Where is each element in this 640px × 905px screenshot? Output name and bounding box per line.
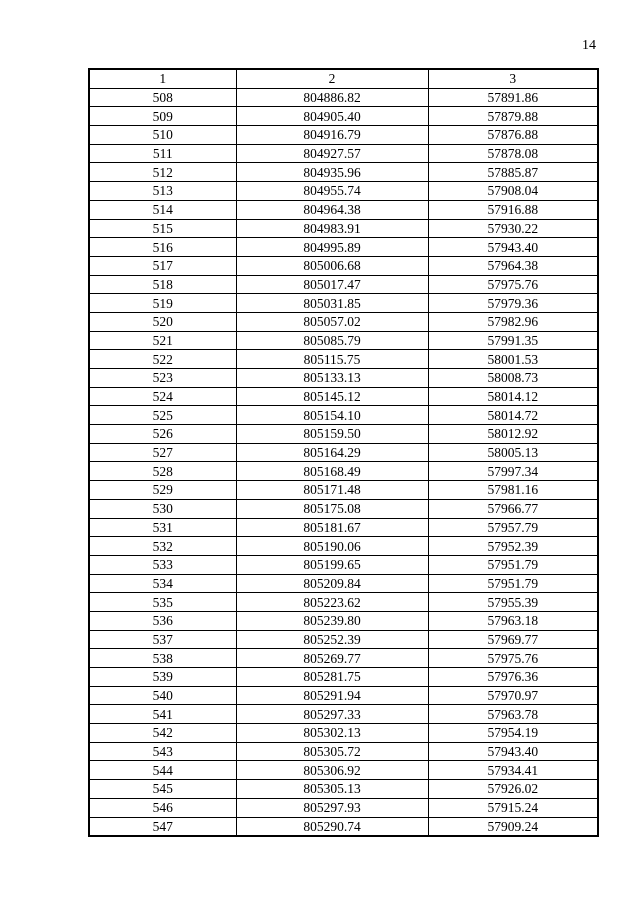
point-number-cell: 538 [89,649,236,668]
point-number-cell: 515 [89,219,236,238]
y-coordinate-cell: 57979.36 [428,294,598,313]
x-coordinate-cell: 805297.93 [236,798,428,817]
point-number-cell: 523 [89,369,236,388]
y-coordinate-cell: 58005.13 [428,443,598,462]
x-coordinate-cell: 805115.75 [236,350,428,369]
x-coordinate-cell: 805190.06 [236,537,428,556]
table-row [89,705,598,724]
table-row [89,686,598,705]
x-coordinate-cell: 805164.29 [236,443,428,462]
table-row [89,126,598,145]
x-coordinate-cell: 805306.92 [236,761,428,780]
point-number-cell: 533 [89,555,236,574]
point-number-cell: 534 [89,574,236,593]
column-header: 3 [428,69,598,88]
table-row [89,200,598,219]
y-coordinate-cell: 57916.88 [428,200,598,219]
table-row [89,574,598,593]
x-coordinate-cell: 805017.47 [236,275,428,294]
coordinates-table [88,68,599,837]
y-coordinate-cell: 57982.96 [428,312,598,331]
point-number-cell: 531 [89,518,236,537]
table-row [89,238,598,257]
table-row [89,425,598,444]
y-coordinate-cell: 57891.86 [428,88,598,107]
table-row [89,798,598,817]
y-coordinate-cell: 57975.76 [428,649,598,668]
x-coordinate-cell: 805302.13 [236,724,428,743]
y-coordinate-cell: 57991.35 [428,331,598,350]
x-coordinate-cell: 805209.84 [236,574,428,593]
table-header [89,69,598,88]
point-number-cell: 527 [89,443,236,462]
point-number-cell: 521 [89,331,236,350]
point-number-cell: 529 [89,481,236,500]
point-number-cell: 539 [89,668,236,687]
table-row [89,649,598,668]
point-number-cell: 514 [89,200,236,219]
point-number-cell: 546 [89,798,236,817]
column-header: 2 [236,69,428,88]
y-coordinate-cell: 57975.76 [428,275,598,294]
table-row [89,387,598,406]
y-coordinate-cell: 57930.22 [428,219,598,238]
y-coordinate-cell: 57943.40 [428,742,598,761]
y-coordinate-cell: 57997.34 [428,462,598,481]
table-row [89,256,598,275]
x-coordinate-cell: 805269.77 [236,649,428,668]
table-row [89,163,598,182]
table-row [89,780,598,799]
point-number-cell: 545 [89,780,236,799]
table-row [89,817,598,836]
point-number-cell: 536 [89,611,236,630]
x-coordinate-cell: 804955.74 [236,182,428,201]
point-number-cell: 526 [89,425,236,444]
y-coordinate-cell: 57957.79 [428,518,598,537]
table-row [89,107,598,126]
x-coordinate-cell: 805085.79 [236,331,428,350]
x-coordinate-cell: 805133.13 [236,369,428,388]
table-row [89,312,598,331]
x-coordinate-cell: 805171.48 [236,481,428,500]
page-number: 14 [582,38,596,53]
point-number-cell: 542 [89,724,236,743]
y-coordinate-cell: 57966.77 [428,499,598,518]
point-number-cell: 520 [89,312,236,331]
x-coordinate-cell: 805145.12 [236,387,428,406]
x-coordinate-cell: 805006.68 [236,256,428,275]
point-number-cell: 510 [89,126,236,145]
point-number-cell: 524 [89,387,236,406]
x-coordinate-cell: 805252.39 [236,630,428,649]
table-row [89,144,598,163]
x-coordinate-cell: 805281.75 [236,668,428,687]
table-body [89,88,598,836]
table-row [89,443,598,462]
point-number-cell: 517 [89,256,236,275]
y-coordinate-cell: 57964.38 [428,256,598,275]
x-coordinate-cell: 804983.91 [236,219,428,238]
y-coordinate-cell: 57934.41 [428,761,598,780]
table-row [89,593,598,612]
x-coordinate-cell: 805239.80 [236,611,428,630]
header-row [89,69,598,88]
table-row [89,481,598,500]
x-coordinate-cell: 805154.10 [236,406,428,425]
x-coordinate-cell: 805031.85 [236,294,428,313]
point-number-cell: 519 [89,294,236,313]
table-row [89,219,598,238]
x-coordinate-cell: 804905.40 [236,107,428,126]
point-number-cell: 528 [89,462,236,481]
x-coordinate-cell: 804964.38 [236,200,428,219]
point-number-cell: 518 [89,275,236,294]
x-coordinate-cell: 804916.79 [236,126,428,145]
table-row [89,668,598,687]
point-number-cell: 512 [89,163,236,182]
point-number-cell: 516 [89,238,236,257]
y-coordinate-cell: 57926.02 [428,780,598,799]
x-coordinate-cell: 804995.89 [236,238,428,257]
x-coordinate-cell: 805297.33 [236,705,428,724]
x-coordinate-cell: 804927.57 [236,144,428,163]
y-coordinate-cell: 57943.40 [428,238,598,257]
y-coordinate-cell: 57951.79 [428,574,598,593]
table-row [89,182,598,201]
point-number-cell: 541 [89,705,236,724]
table-row [89,742,598,761]
x-coordinate-cell: 805181.67 [236,518,428,537]
point-number-cell: 509 [89,107,236,126]
x-coordinate-cell: 805223.62 [236,593,428,612]
y-coordinate-cell: 57908.04 [428,182,598,201]
y-coordinate-cell: 58012.92 [428,425,598,444]
y-coordinate-cell: 58001.53 [428,350,598,369]
y-coordinate-cell: 57876.88 [428,126,598,145]
point-number-cell: 532 [89,537,236,556]
table-row [89,537,598,556]
y-coordinate-cell: 57915.24 [428,798,598,817]
y-coordinate-cell: 57970.97 [428,686,598,705]
x-coordinate-cell: 805290.74 [236,817,428,836]
y-coordinate-cell: 57952.39 [428,537,598,556]
y-coordinate-cell: 58014.72 [428,406,598,425]
table-row [89,611,598,630]
x-coordinate-cell: 805168.49 [236,462,428,481]
x-coordinate-cell: 805199.65 [236,555,428,574]
table-row [89,724,598,743]
y-coordinate-cell: 57885.87 [428,163,598,182]
x-coordinate-cell: 805057.02 [236,312,428,331]
point-number-cell: 535 [89,593,236,612]
y-coordinate-cell: 57879.88 [428,107,598,126]
x-coordinate-cell: 805175.08 [236,499,428,518]
table-row [89,499,598,518]
point-number-cell: 522 [89,350,236,369]
y-coordinate-cell: 57969.77 [428,630,598,649]
y-coordinate-cell: 57951.79 [428,555,598,574]
column-header: 1 [89,69,236,88]
point-number-cell: 544 [89,761,236,780]
table-row [89,462,598,481]
table-row [89,275,598,294]
point-number-cell: 540 [89,686,236,705]
x-coordinate-cell: 804886.82 [236,88,428,107]
y-coordinate-cell: 57878.08 [428,144,598,163]
table-row [89,406,598,425]
x-coordinate-cell: 804935.96 [236,163,428,182]
table-row [89,518,598,537]
y-coordinate-cell: 57954.19 [428,724,598,743]
point-number-cell: 511 [89,144,236,163]
y-coordinate-cell: 58008.73 [428,369,598,388]
y-coordinate-cell: 58014.12 [428,387,598,406]
point-number-cell: 513 [89,182,236,201]
x-coordinate-cell: 805305.72 [236,742,428,761]
table-row [89,555,598,574]
table-row [89,761,598,780]
table-row [89,294,598,313]
point-number-cell: 537 [89,630,236,649]
table-row [89,88,598,107]
x-coordinate-cell: 805305.13 [236,780,428,799]
y-coordinate-cell: 57963.18 [428,611,598,630]
point-number-cell: 547 [89,817,236,836]
x-coordinate-cell: 805159.50 [236,425,428,444]
y-coordinate-cell: 57976.36 [428,668,598,687]
y-coordinate-cell: 57909.24 [428,817,598,836]
x-coordinate-cell: 805291.94 [236,686,428,705]
table-row [89,369,598,388]
point-number-cell: 508 [89,88,236,107]
point-number-cell: 530 [89,499,236,518]
table-row [89,350,598,369]
table-row [89,630,598,649]
point-number-cell: 525 [89,406,236,425]
y-coordinate-cell: 57955.39 [428,593,598,612]
table-row [89,331,598,350]
y-coordinate-cell: 57963.78 [428,705,598,724]
point-number-cell: 543 [89,742,236,761]
y-coordinate-cell: 57981.16 [428,481,598,500]
